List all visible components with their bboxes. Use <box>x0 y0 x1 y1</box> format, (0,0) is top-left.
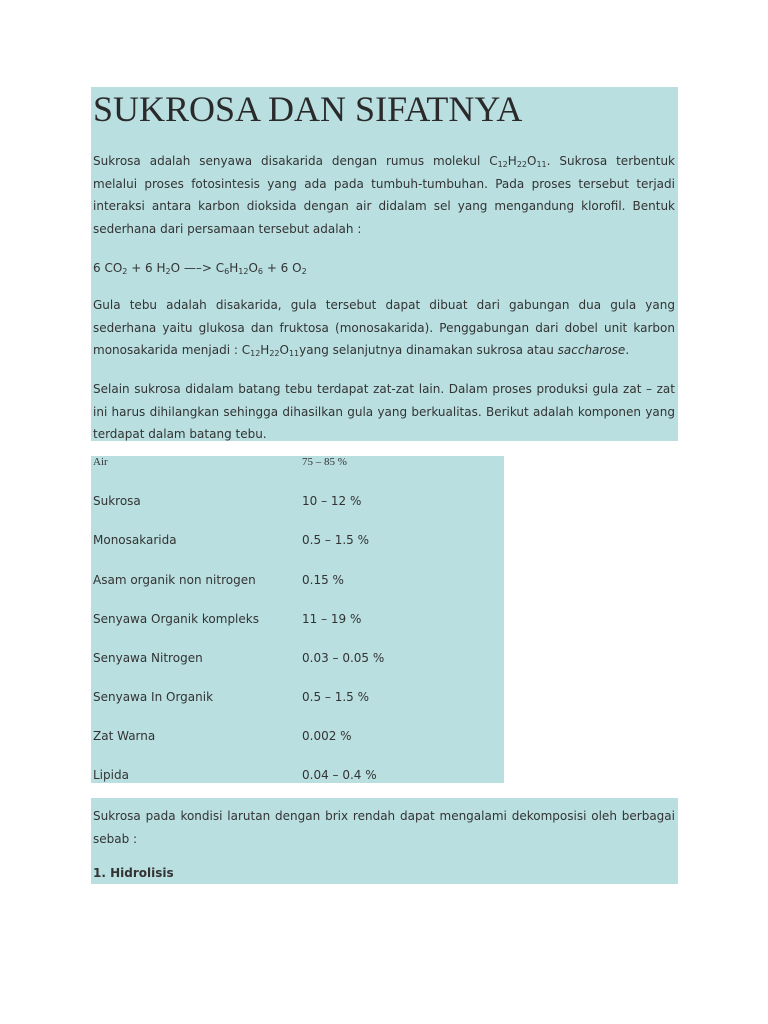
component-name: Senyawa Organik kompleks <box>93 612 259 626</box>
component-name: Lipida <box>93 768 129 782</box>
component-value: 0.5 – 1.5 % <box>302 533 370 547</box>
table-row <box>93 573 493 593</box>
component-value: 0.03 – 0.05 % <box>302 651 385 665</box>
table-row <box>93 729 493 749</box>
component-name: Sukrosa <box>93 494 141 508</box>
section-heading-hydrolysis: 1. Hidrolisis <box>93 866 174 880</box>
component-value: 0.15 % <box>302 573 344 587</box>
component-name: Monosakarida <box>93 533 177 547</box>
page-title: SUKROSA DAN SIFATNYA <box>93 89 523 129</box>
table-row <box>93 612 493 632</box>
photosynthesis-formula: 6 $CO_2 + 6$ $H_2O$ —–> $C_6H_{12}O_6 + 6$ $O_2$ <box>93 261 307 276</box>
component-value: 0.5 – 1.5 % <box>302 690 370 704</box>
component-name: Asam organik non nitrogen <box>93 573 256 587</box>
component-name: Senyawa Nitrogen <box>93 651 203 665</box>
component-name: Senyawa In Organik <box>93 690 214 704</box>
paragraph-sucrose-definition: Sukrosa adalah senyawa disakarida dengan rumus molekul $C_{12}H_{22}O_{11}$. Sukrosa terbentuk melalui proses fotosintesis yang ada pada tumbuh-tumbuhan. Pada proses tersebut terjadi interaksi antara karbon dioksida dengan air didalam sel yang mengandung klorofil. Bentuk sederhana dari persamaan tersebut adalah : <box>93 154 675 236</box>
component-name: Zat Warna <box>93 729 156 743</box>
table-row <box>93 533 493 553</box>
paragraph-cane-sugar: Gula tebu adalah disakarida, gula tersebut dapat dibuat dari gabungan dua gula yang sederhana yaitu glukosa dan fruktosa (monosakarida). Penggabungan dari dobel unit karbon monosakarida menjadi : $C_{12}H_{22}O_{11}yang$ selanjutnya dinamakan sukrosa atau saccharose. <box>93 298 675 358</box>
component-value: 11 – 19 % <box>302 612 362 626</box>
component-value: 10 – 12 % <box>302 494 362 508</box>
table-row <box>93 651 493 671</box>
component-value: 0.002 % <box>302 729 352 743</box>
paragraph-cane-components: Selain sukrosa didalam batang tebu terdapat zat-zat lain. Dalam proses produksi gula zat – zat ini harus dihilangkan sehingga dihasilkan gula yang berkualitas. Berikut adalah komponen yang terdapat dalam batang tebu. <box>93 382 675 441</box>
table-row <box>93 690 493 710</box>
component-value: 0.04 – 0.4 % <box>302 768 377 782</box>
paragraph-decomposition: Sukrosa pada kondisi larutan dengan brix rendah dapat mengalami dekomposisi oleh berbagai sebab : <box>93 809 675 846</box>
table-row <box>93 494 493 514</box>
table-row <box>93 768 493 788</box>
component-name: Air <box>93 456 108 468</box>
component-value: 75 – 85 % <box>302 456 347 468</box>
table-row <box>93 456 493 476</box>
